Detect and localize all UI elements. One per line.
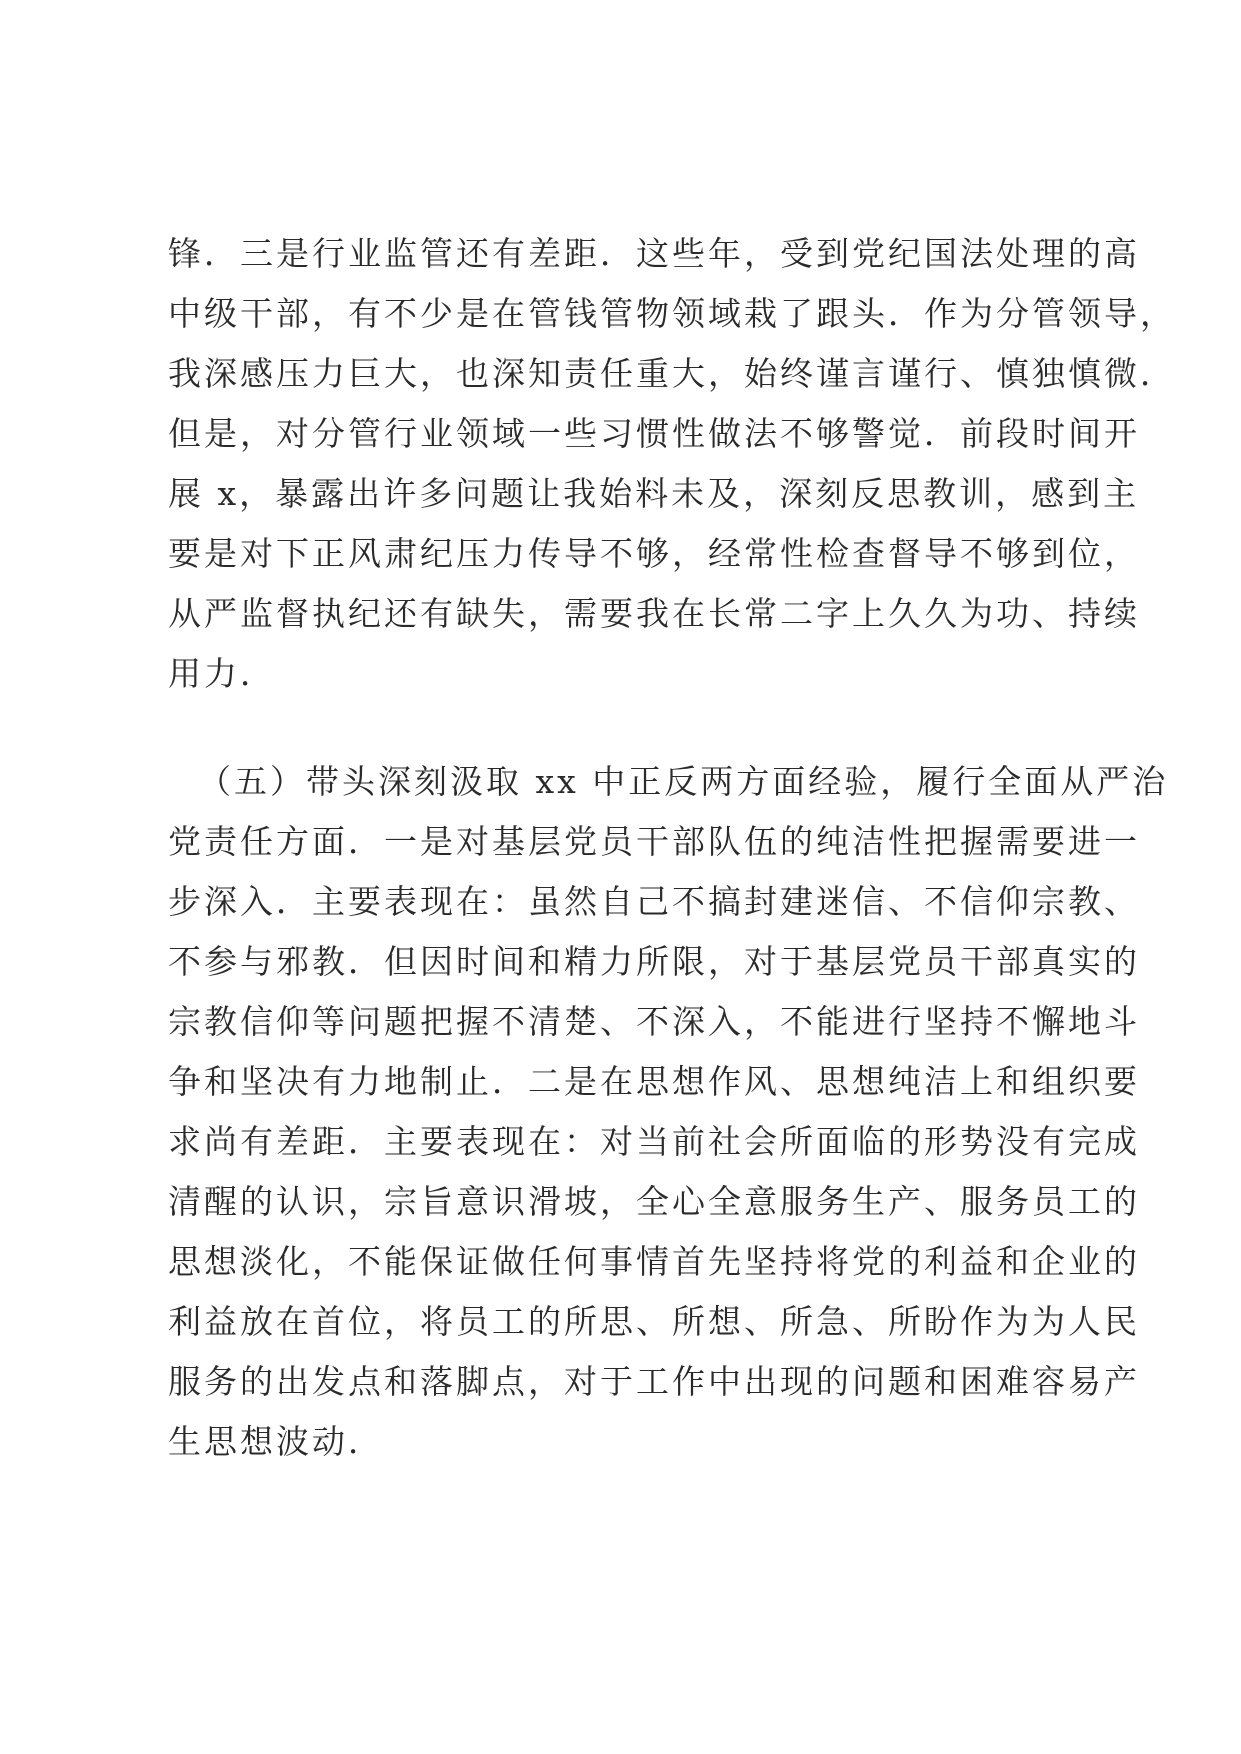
text-line: 用力． bbox=[168, 654, 276, 693]
text-line: 利益放在首位，将员工的所思、所想、所急、所盼作为为人民 bbox=[168, 1302, 1140, 1341]
text-line: 求尚有差距．主要表现在：对当前社会所面临的形势没有完成 bbox=[168, 1122, 1140, 1161]
text-line: 生思想波动． bbox=[168, 1422, 384, 1461]
text-line: 服务的出发点和落脚点，对于工作中出现的问题和困难容易产 bbox=[168, 1362, 1140, 1401]
text-line: 我深感压力巨大，也深知责任重大，始终谨言谨行、慎独慎微． bbox=[168, 354, 1176, 393]
text-line: 但是，对分管行业领域一些习惯性做法不够警觉．前段时间开 bbox=[168, 414, 1140, 453]
text-line: 不参与邪教．但因时间和精力所限，对于基层党员干部真实的 bbox=[168, 942, 1140, 981]
text-line: 宗教信仰等问题把握不清楚、不深入，不能进行坚持不懈地斗 bbox=[168, 1002, 1140, 1041]
text-line: 从严监督执纪还有缺失，需要我在长常二字上久久为功、持续 bbox=[168, 594, 1140, 633]
text-line: 中级干部，有不少是在管钱管物领域栽了跟头．作为分管领导， bbox=[168, 294, 1176, 333]
text-line: 党责任方面．一是对基层党员干部队伍的纯洁性把握需要进一 bbox=[168, 822, 1140, 861]
paragraph-section-five bbox=[168, 752, 1169, 1472]
text-line: 要是对下正风肃纪压力传导不够，经常性检查督导不够到位， bbox=[168, 534, 1140, 573]
text-line: 展 x，暴露出许多问题让我始料未及，深刻反思教训，感到主 bbox=[168, 474, 1140, 513]
text-line: 清醒的认识，宗旨意识滑坡，全心全意服务生产、服务员工的 bbox=[168, 1182, 1140, 1221]
text-line: 锋．三是行业监管还有差距．这些年，受到党纪国法处理的高 bbox=[168, 234, 1140, 273]
text-line: 争和坚决有力地制止．二是在思想作风、思想纯洁上和组织要 bbox=[168, 1062, 1140, 1101]
paragraph-industry-supervision bbox=[168, 224, 1176, 704]
section-heading-line: （五）带头深刻汲取 xx 中正反两方面经验，履行全面从严治 bbox=[198, 762, 1169, 801]
text-line: 步深入．主要表现在：虽然自己不搞封建迷信、不信仰宗教、 bbox=[168, 882, 1140, 921]
text-line: 思想淡化，不能保证做任何事情首先坚持将党的利益和企业的 bbox=[168, 1242, 1140, 1281]
